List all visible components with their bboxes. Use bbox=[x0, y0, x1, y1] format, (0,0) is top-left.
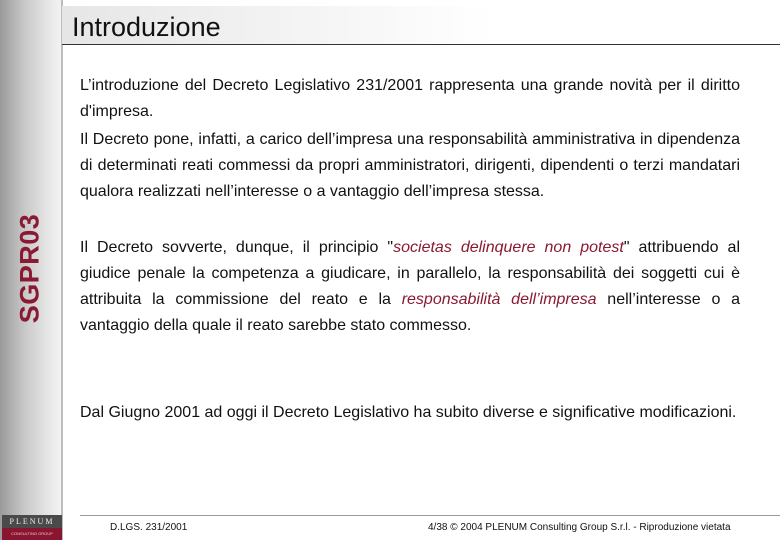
principle-text-c: nell’interesse o a vantaggio della quale il reato sarebbe stato commesso. bbox=[80, 291, 741, 334]
paragraph-amendments: Dal Giugno 2001 ad oggi il Decreto Legislativo ha subito diverse e significative modificazioni. bbox=[80, 404, 737, 421]
side-band-edge bbox=[61, 0, 63, 540]
side-label bbox=[16, 186, 44, 350]
footer-decree-label: D.LGS. 231/2001 bbox=[110, 522, 188, 533]
title-bar bbox=[62, 6, 780, 45]
paragraph-responsibility: Il Decreto pone, infatti, a carico dell’impresa una responsabilità amministrativa in dipendenza di determinati reati commessi da propri amministratori, dirigenti, dipendenti o terzi mandatari qualora realizzati nell’interesse o a vantaggio dell’impresa stessa. bbox=[80, 131, 740, 200]
principle-text-b: " attribuendo al giudice penale la competenza a giudicare, in parallelo, la responsabilità dei soggetti cui è attribuita la commissione del reato e la bbox=[80, 239, 740, 308]
footer-copyright: 4/38 © 2004 PLENUM Consulting Group S.r.l. - Riproduzione vietata bbox=[428, 522, 731, 533]
paragraph-principle bbox=[80, 235, 740, 339]
principle-latin-phrase: societas delinquere non potest bbox=[393, 239, 624, 256]
paragraph-intro: L’introduzione del Decreto Legislativo 231/2001 rappresenta una grande novità per il diritto d'impresa. bbox=[80, 77, 740, 120]
footer-divider bbox=[80, 515, 780, 516]
principle-text-a: Il Decreto sovverte, dunque, il principio " bbox=[80, 239, 394, 256]
slide-title: Introduzione bbox=[72, 12, 221, 42]
logo-tagline: CONSULTING GROUP bbox=[11, 531, 53, 536]
logo-name: PLENUM bbox=[2, 515, 62, 528]
plenum-logo bbox=[2, 515, 62, 540]
side-label-text: SGPR03 bbox=[14, 213, 45, 323]
principle-emphasis: responsabilità dell’impresa bbox=[401, 291, 597, 308]
